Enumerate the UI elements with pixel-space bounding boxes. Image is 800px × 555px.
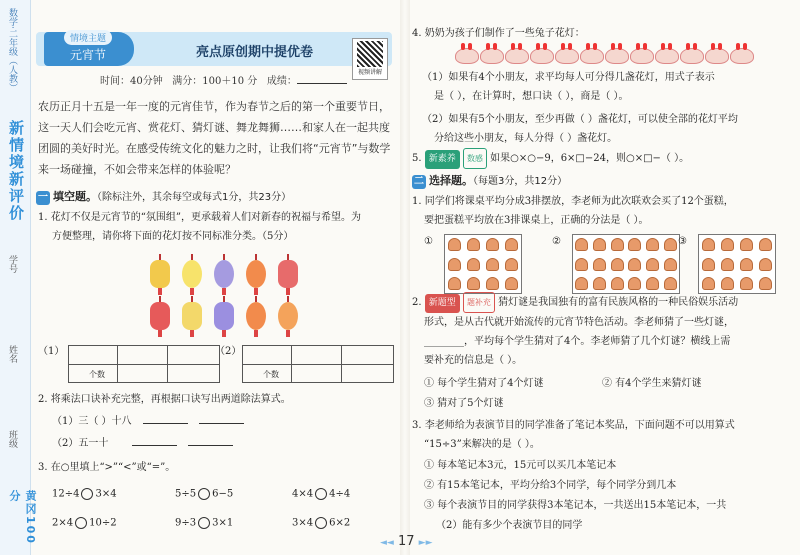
- cake-icon: [646, 277, 659, 290]
- cake-icon: [628, 238, 641, 251]
- bunny-lantern-icon: [705, 48, 729, 64]
- cake-icon: [702, 238, 715, 251]
- section-1-note: （除标注外，其余每空或每式1分，共23分）: [97, 192, 292, 203]
- compare-row-2b: 9÷3 3×1: [175, 517, 234, 529]
- book-spine: [0, 0, 37, 555]
- cake-icon: [593, 258, 606, 271]
- q2-option-2[interactable]: ② 有4个学生来猜灯谜: [602, 378, 702, 389]
- full-score: 满分：100＋10 分: [172, 76, 258, 87]
- section-1-heading: [36, 188, 291, 205]
- option-1-label[interactable]: ①: [424, 236, 433, 247]
- new-literacy-tag: 新素养: [425, 150, 460, 169]
- compare-circle[interactable]: [198, 488, 210, 500]
- cake-icon: [575, 277, 588, 290]
- cake-icon: [486, 277, 499, 290]
- bunny-lantern-icon: [630, 48, 654, 64]
- cake-icon: [664, 258, 677, 271]
- cake-icon: [611, 277, 624, 290]
- cake-icon: [505, 258, 518, 271]
- bunny-lantern-icon: [455, 48, 479, 64]
- qr-code[interactable]: [352, 38, 388, 80]
- question-2-part-1: （1）三（ ）十八: [52, 412, 244, 431]
- question-1-line-b: 方便整理，请你将下面的花灯按不同标准分类。（5分）: [52, 231, 294, 242]
- bunny-lantern-icon: [655, 48, 679, 64]
- spine-field-class: 班级: [7, 430, 17, 448]
- question-1-text: [38, 208, 398, 246]
- spine-side-label: 数学·二年级（人教）: [7, 8, 17, 92]
- number-sense-tag: 数感: [463, 148, 487, 169]
- question-2-text: 2. 将乘法口诀补充完整，再根据口诀写出两道除法算式。: [38, 394, 291, 405]
- cake-icon: [486, 238, 499, 251]
- cake-icon: [646, 258, 659, 271]
- supplement-tag: 题补充: [463, 292, 495, 313]
- sort-table-2-count-label: 个数: [263, 370, 279, 379]
- bunny-lantern-icon: [480, 48, 504, 64]
- lantern-icon: [278, 302, 298, 330]
- question-1-line-a: 1. 花灯不仅是元宵节的“氛围组”，更承载着人们对新春的祝福与希望。为: [38, 212, 361, 223]
- spine-field-id: 学号: [7, 255, 17, 273]
- cake-icon: [664, 277, 677, 290]
- compare-row-1b: 5÷5 6−5: [175, 488, 234, 500]
- cake-icon: [467, 277, 480, 290]
- bunny-lantern-icon: [555, 48, 579, 64]
- qr-label: 视频讲解: [357, 69, 382, 76]
- spine-brand: 黄冈100分: [8, 490, 37, 545]
- compare-circle[interactable]: [198, 517, 210, 529]
- cake-icon: [593, 277, 606, 290]
- new-question-type-tag: 新题型: [425, 294, 460, 313]
- sort-box-2-label: （2）: [215, 346, 242, 357]
- q2-option-3[interactable]: ③ 猜对了5个灯谜: [424, 398, 504, 409]
- sort-table-1-count-label: 个数: [89, 370, 105, 379]
- cake-icon: [721, 258, 734, 271]
- cake-icon: [505, 277, 518, 290]
- compare-row-1c: 4×4 4÷4: [292, 488, 351, 500]
- cake-icon: [611, 258, 624, 271]
- cake-icon: [759, 258, 772, 271]
- cake-icon: [611, 238, 624, 251]
- lantern-icon: [278, 260, 298, 288]
- cake-icon: [759, 277, 772, 290]
- bunny-lantern-icon: [530, 48, 554, 64]
- lantern-icon: [182, 260, 202, 288]
- spine-field-name: 姓名: [7, 345, 17, 363]
- header-banner: [36, 32, 392, 66]
- chevron-right-icon: ►►: [418, 538, 433, 548]
- spine-series: 新情境新评价: [7, 120, 25, 222]
- option-3-label[interactable]: ③: [678, 236, 687, 247]
- chevron-left-icon: ◄◄: [380, 538, 394, 548]
- cake-icon: [628, 258, 641, 271]
- compare-row-1: 12÷4 3×4: [52, 488, 117, 500]
- cake-icon: [467, 238, 480, 251]
- section-2-q1: 1. 同学们将课桌平均分成3排摆放，李老师为此次联欢会买了12个蛋糕， 要把蛋糕平均放在3排课桌上，正确的分法是（ ）。: [412, 196, 734, 226]
- lantern-icon: [246, 302, 266, 330]
- lantern-icon: [150, 302, 170, 330]
- theme-tag: 情境主题: [64, 30, 112, 45]
- page-gutter: [400, 0, 410, 555]
- page-number: ◄◄ 17 ►►: [380, 534, 433, 549]
- intro-paragraph: 农历正月十五是一年一度的元宵佳节，作为春节之后的第一个重要节日，这一天人们会吃元宵、赏花灯、猜灯谜、舞龙舞狮……和家人在一起共度团圆的美好时光。在感受传统文化的魅力之时，让我们将“元宵节”与数学来一场碰撞，不如会带来怎样的体验呢？: [38, 100, 391, 176]
- cake-icon: [575, 238, 588, 251]
- bunny-lantern-icon: [680, 48, 704, 64]
- cake-icon: [759, 238, 772, 251]
- sort-table-2: [242, 345, 394, 383]
- theme-tab: [44, 32, 134, 66]
- compare-circle[interactable]: [315, 517, 327, 529]
- question-5: 5. 新素养 数感 如果○×○−9，6×□−24，则○×□−（ ）。: [412, 148, 689, 169]
- lantern-icon: [150, 260, 170, 288]
- option-2-label[interactable]: ②: [552, 236, 561, 247]
- lantern-icon: [214, 302, 234, 330]
- section-1-number: 一: [38, 192, 48, 203]
- bunny-lantern-icon: [730, 48, 754, 64]
- cake-icon: [721, 277, 734, 290]
- theme-name: 元宵节: [70, 48, 107, 62]
- cake-icon: [740, 238, 753, 251]
- cake-icon: [593, 238, 606, 251]
- cake-icon: [448, 238, 461, 251]
- result-label: 成绩：: [266, 76, 297, 87]
- paper-title: 亮点原创期中提优卷: [196, 45, 314, 60]
- cake-icon: [740, 258, 753, 271]
- compare-row-2: 2×4 10÷2: [52, 517, 117, 529]
- lantern-icon: [182, 302, 202, 330]
- lantern-icon: [246, 260, 266, 288]
- q3-option-2[interactable]: ② 有15本笔记本，平均分给3个同学，每个同学分到几本: [424, 480, 677, 491]
- section-2-q2: 2. 新题型 题补充 猜灯谜是我国独有的富有民族风格的一种民俗娱乐活动 形式，是从古代就开始流传的元宵节特色活动。李老师猜了一些灯谜， ________，平均每个学生猜对了4个。李老师猜了几个灯谜？横线上需 要补充的信息是（ ）。: [412, 292, 788, 370]
- section-2-number: 二: [414, 176, 424, 187]
- cake-icon: [740, 277, 753, 290]
- section-2-heading: 二 选择题。（每题3分，共12分）: [414, 174, 568, 187]
- exam-meta: [100, 72, 347, 87]
- q3-option-1[interactable]: ① 每本笔记本3元，15元可以买几本笔记本: [424, 460, 617, 471]
- question-4-part-2: （2）如果有5个小朋友，至少再做（ ）盏花灯，可以使全部的花灯平均 分给这些小朋友，每人分得（ ）盏花灯。: [422, 114, 738, 144]
- cake-icon: [448, 258, 461, 271]
- cake-icon: [721, 238, 734, 251]
- sort-box-1-label: （1）: [38, 346, 65, 357]
- compare-circle[interactable]: [75, 517, 87, 529]
- cake-icon: [486, 258, 499, 271]
- bunny-lantern-row: [455, 44, 755, 66]
- question-4-text: 4. 奶奶为孩子们制作了一些兔子花灯：: [412, 28, 585, 39]
- section-1-title: 填空题。: [53, 190, 97, 203]
- cake-icon: [664, 238, 677, 251]
- bunny-lantern-icon: [580, 48, 604, 64]
- qr-code-icon: [357, 41, 383, 67]
- cake-icon: [702, 258, 715, 271]
- cake-icon: [505, 238, 518, 251]
- sort-table-1: [68, 345, 220, 383]
- cake-icon: [646, 238, 659, 251]
- lantern-illustration: [140, 250, 310, 340]
- cake-icon: [702, 277, 715, 290]
- cake-icon: [448, 277, 461, 290]
- compare-circle[interactable]: [81, 488, 93, 500]
- lantern-icon: [214, 260, 234, 288]
- bunny-lantern-icon: [505, 48, 529, 64]
- option-1-cake-grid[interactable]: [444, 234, 522, 294]
- q3-option-3[interactable]: ③ 每个表演节目的同学获得3本笔记本，一共送出15本笔记本，一共: [424, 500, 727, 511]
- q3-option-3-cont: （2）能有多少个表演节目的同学: [436, 520, 583, 531]
- question-3-text: 3. 在○里填上“>”“<”或“=”。: [38, 462, 176, 473]
- right-page: [412, 0, 788, 555]
- compare-row-2c: 3×4 6×2: [292, 517, 351, 529]
- option-2-cake-grid[interactable]: [572, 234, 680, 294]
- cake-icon: [628, 277, 641, 290]
- option-3-cake-grid[interactable]: [698, 234, 776, 294]
- question-2-part-2: （2）五一十: [52, 434, 233, 453]
- section-2-q3: 3. 李老师给为表演节目的同学准备了笔记本奖品，下面问题不可以用算式 “15÷3”来解决的是（ ）。: [412, 420, 735, 450]
- left-page: [30, 0, 398, 555]
- question-4-part-1: （1）如果有4个小朋友，求平均每人可分得几盏花灯，用式子表示 是（ ），在计算时，想口诀（ ），商是（ ）。: [422, 72, 715, 102]
- compare-circle[interactable]: [315, 488, 327, 500]
- cake-icon: [467, 258, 480, 271]
- bunny-lantern-icon: [605, 48, 629, 64]
- time-limit: 时间：40分钟: [100, 76, 163, 87]
- cake-icon: [575, 258, 588, 271]
- q2-option-1[interactable]: ① 每个学生猜对了4个灯谜: [424, 378, 544, 389]
